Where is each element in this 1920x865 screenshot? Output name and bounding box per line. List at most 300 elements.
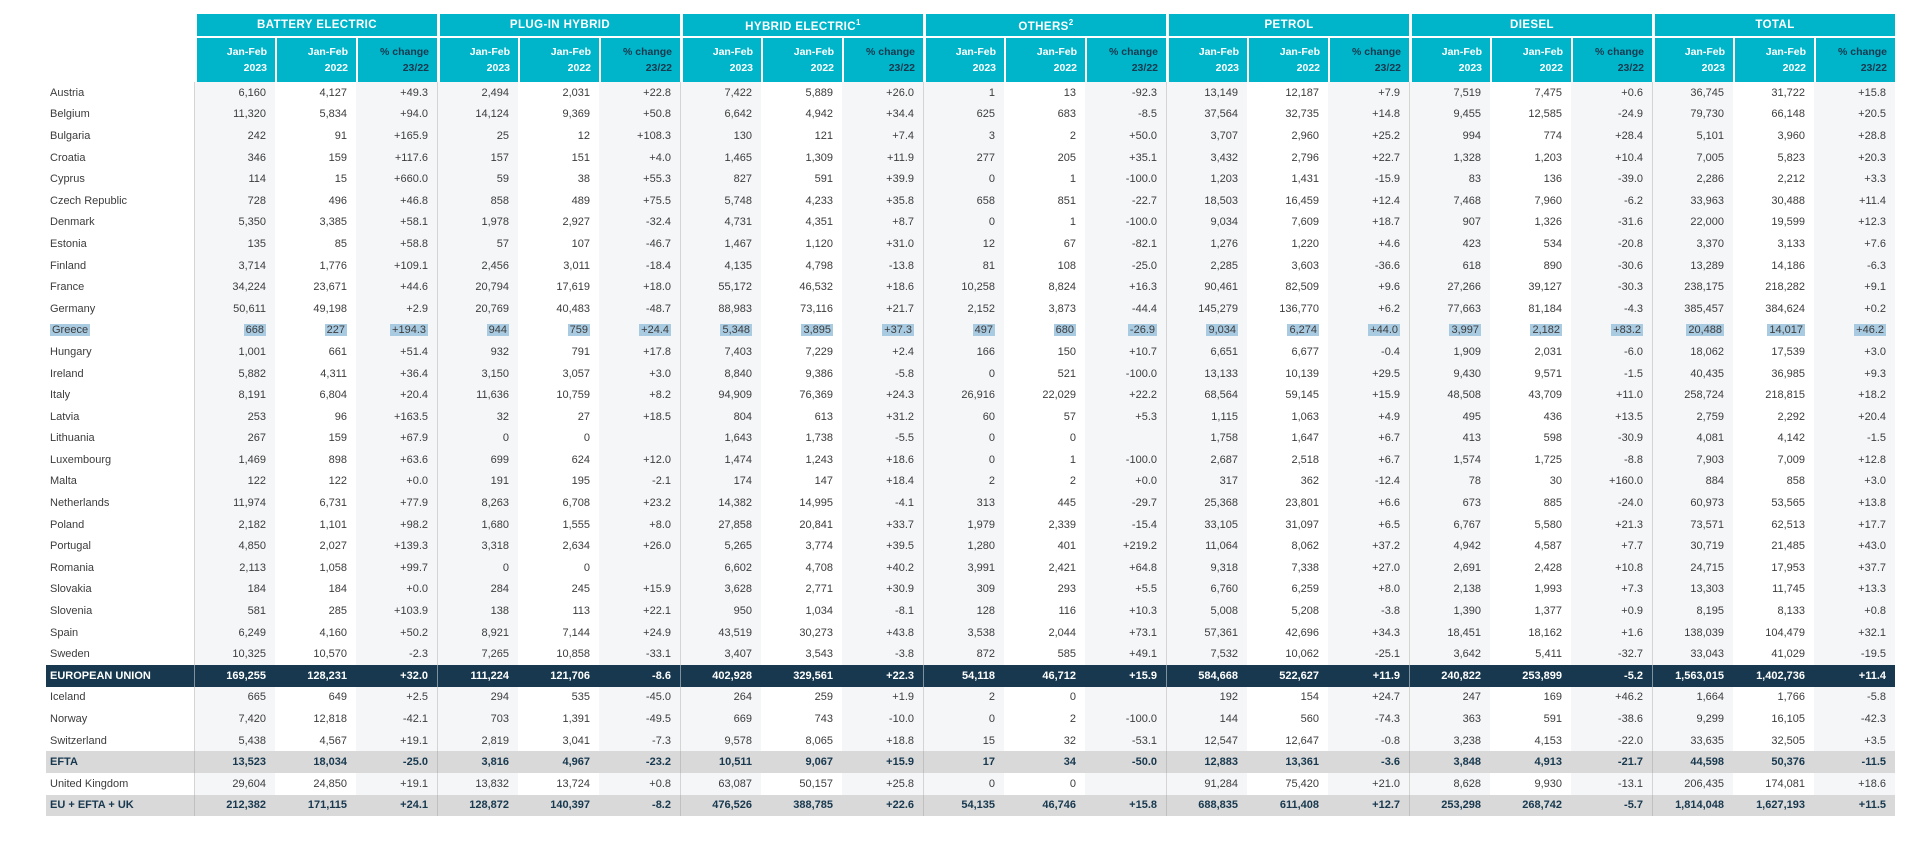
data-cell: 476,526: [680, 795, 761, 817]
subheader-petrol-2023: Jan-Feb 2023: [1166, 38, 1247, 82]
row-label: Ireland: [50, 367, 84, 380]
data-cell: +194.3: [356, 320, 437, 342]
row-label: Italy: [50, 389, 71, 402]
data-cell: +219.2: [1085, 535, 1166, 557]
data-cell: 264: [680, 687, 761, 709]
data-cell: 522,627: [1247, 665, 1328, 687]
data-cell: +19.1: [356, 773, 437, 795]
data-cell: 703: [437, 708, 518, 730]
data-cell: 402,928: [680, 665, 761, 687]
data-cell: 32,735: [1285, 108, 1319, 121]
data-cell: 1,391: [562, 713, 590, 726]
data-cell: 858: [437, 190, 518, 212]
data-cell: +25.2: [1328, 125, 1409, 147]
data-cell: 23,671: [313, 281, 347, 294]
data-cell: 36,985: [1771, 367, 1805, 380]
group-header-row: [46, 14, 1895, 38]
data-cell: 1,555: [562, 518, 590, 531]
data-cell: 1,120: [805, 237, 833, 250]
data-cell: 4,708: [805, 561, 833, 574]
data-cell: +22.6: [842, 795, 923, 817]
data-cell: +75.5: [599, 190, 680, 212]
data-cell: 1,979: [923, 514, 1004, 536]
data-cell: 218,815: [1765, 389, 1805, 402]
data-cell: 5,580: [1534, 518, 1562, 531]
data-cell: [1085, 687, 1166, 709]
data-cell: 34,224: [194, 276, 275, 298]
data-cell: +0.8: [1814, 600, 1895, 622]
data-cell: -2.1: [599, 471, 680, 493]
data-cell: 3,238: [1409, 730, 1490, 752]
table-row-latvia: [46, 406, 1895, 428]
corner-blank-cell: [46, 38, 194, 82]
subheader-battery-electric-23-22: % change 23/22: [356, 38, 437, 82]
data-cell: 3,538: [923, 622, 1004, 644]
data-cell: 16,105: [1771, 713, 1805, 726]
data-cell: -6.3: [1814, 255, 1895, 277]
data-cell: 9,299: [1652, 708, 1733, 730]
data-cell: -25.0: [356, 751, 437, 773]
data-cell: +19.1: [356, 730, 437, 752]
data-cell: 7,960: [1534, 194, 1562, 207]
data-cell: 1: [1069, 453, 1076, 466]
data-cell: 7,005: [1652, 147, 1733, 169]
data-cell: 3,603: [1291, 259, 1319, 272]
data-cell: -100.0: [1085, 212, 1166, 234]
data-cell: -38.6: [1571, 708, 1652, 730]
table-row-france: [46, 276, 1895, 298]
data-cell: 3,432: [1166, 147, 1247, 169]
data-cell: 2,927: [562, 216, 590, 229]
data-cell: +33.7: [842, 514, 923, 536]
data-cell: +13.5: [1571, 406, 1652, 428]
data-cell: 4,850: [194, 535, 275, 557]
data-cell: 4,967: [518, 751, 599, 773]
data-cell: 6,767: [1409, 514, 1490, 536]
data-cell: +7.6: [1814, 233, 1895, 255]
data-cell: 2,285: [1166, 255, 1247, 277]
data-cell: 27: [577, 410, 590, 423]
data-cell: 116: [1058, 605, 1076, 618]
data-cell: 535: [571, 691, 590, 704]
data-cell: 699: [437, 449, 518, 471]
data-cell: 560: [1300, 713, 1319, 726]
data-cell: 625: [923, 104, 1004, 126]
data-cell: 40,483: [556, 302, 590, 315]
data-cell: -8.1: [842, 600, 923, 622]
data-cell: 1,680: [437, 514, 518, 536]
data-cell: 6,804: [319, 389, 347, 402]
data-cell: 3,991: [923, 557, 1004, 579]
data-cell: 2,691: [1409, 557, 1490, 579]
data-cell: 206,435: [1652, 773, 1733, 795]
data-cell: 11,636: [437, 384, 518, 406]
table-row-switzerland: [46, 730, 1895, 752]
data-cell: 1,243: [805, 453, 833, 466]
data-cell: +28.8: [1814, 125, 1895, 147]
data-cell: 122: [328, 475, 347, 488]
data-cell: -19.5: [1814, 643, 1895, 665]
data-cell: 1,738: [805, 432, 833, 445]
data-cell: 13: [1063, 86, 1076, 99]
data-cell: 42,696: [1285, 626, 1319, 639]
data-cell: -53.1: [1085, 730, 1166, 752]
data-cell: 497: [923, 320, 1004, 342]
data-cell: +13.3: [1814, 579, 1895, 601]
table-row-sweden: [46, 643, 1895, 665]
data-cell: 3: [923, 125, 1004, 147]
data-cell: 55,172: [680, 276, 761, 298]
data-cell: +22.7: [1328, 147, 1409, 169]
data-cell: 30: [1549, 475, 1562, 488]
data-cell: 5,748: [680, 190, 761, 212]
data-cell: 2,428: [1534, 561, 1562, 574]
data-cell: 268,742: [1490, 795, 1571, 817]
data-cell: 2,292: [1777, 410, 1805, 423]
data-cell: 827: [680, 168, 761, 190]
data-cell: -50.0: [1085, 751, 1166, 773]
data-cell: 83: [1409, 168, 1490, 190]
data-cell: 6,249: [194, 622, 275, 644]
data-cell: 18,034: [275, 751, 356, 773]
data-cell: +12.8: [1814, 449, 1895, 471]
data-cell: 150: [1057, 345, 1076, 358]
data-cell: 184: [328, 583, 347, 596]
data-cell: 20,769: [437, 298, 518, 320]
data-cell: 7,009: [1777, 453, 1805, 466]
data-cell: 2,456: [437, 255, 518, 277]
data-cell: 4,567: [319, 734, 347, 747]
data-cell: -32.7: [1571, 643, 1652, 665]
data-cell: +15.9: [599, 579, 680, 601]
data-cell: 2,138: [1409, 579, 1490, 601]
data-cell: +55.3: [599, 168, 680, 190]
data-cell: 329,561: [761, 665, 842, 687]
data-cell: +3.5: [1814, 730, 1895, 752]
data-cell: 37,564: [1166, 104, 1247, 126]
data-cell: +109.1: [356, 255, 437, 277]
row-label: Hungary: [50, 345, 92, 358]
data-cell: 104,479: [1765, 626, 1805, 639]
data-cell: +10.3: [1085, 600, 1166, 622]
data-cell: +3.0: [599, 363, 680, 385]
data-cell: 0: [923, 773, 1004, 795]
table-row-slovakia: [46, 579, 1895, 601]
data-cell: 11,745: [1772, 583, 1805, 596]
data-cell: -92.3: [1085, 82, 1166, 104]
data-cell: 2,759: [1652, 406, 1733, 428]
data-cell: 140,397: [518, 795, 599, 817]
data-cell: +22.1: [599, 600, 680, 622]
data-cell: 63,087: [680, 773, 761, 795]
data-cell: 2: [923, 687, 1004, 709]
data-cell: 1,725: [1534, 453, 1562, 466]
data-cell: -12.4: [1328, 471, 1409, 493]
data-cell: 521: [1057, 367, 1076, 380]
data-cell: 1,431: [1291, 173, 1319, 186]
data-cell: +3.3: [1814, 168, 1895, 190]
data-cell: 858: [1786, 475, 1805, 488]
data-cell: 11,320: [194, 104, 275, 126]
data-cell: 293: [1057, 583, 1076, 596]
row-label: France: [50, 281, 85, 294]
data-cell: 413: [1409, 428, 1490, 450]
data-cell: -26.9: [1085, 320, 1166, 342]
data-cell: +12.4: [1328, 190, 1409, 212]
data-cell: 81: [923, 255, 1004, 277]
data-cell: 31,097: [1285, 518, 1319, 531]
row-label: Bulgaria: [50, 129, 91, 142]
data-cell: +43.0: [1814, 535, 1895, 557]
data-cell: -2.3: [356, 643, 437, 665]
data-cell: 23,801: [1285, 497, 1319, 510]
data-cell: +9.3: [1814, 363, 1895, 385]
data-cell: +6.7: [1328, 428, 1409, 450]
data-cell: 50,376: [1733, 751, 1814, 773]
data-cell: 9,578: [680, 730, 761, 752]
data-cell: -32.4: [599, 212, 680, 234]
data-cell: 661: [328, 345, 347, 358]
data-cell: 107: [571, 237, 590, 250]
subheader-hybrid-electric-2023: Jan-Feb 2023: [680, 38, 761, 82]
data-cell: 885: [1543, 497, 1562, 510]
data-cell: 649: [328, 691, 347, 704]
data-cell: +50.8: [599, 104, 680, 126]
data-cell: 1,101: [319, 518, 347, 531]
data-cell: 46,746: [1004, 795, 1085, 817]
data-cell: 171,115: [275, 795, 356, 817]
data-cell: 0: [923, 363, 1004, 385]
table-row-efta: [46, 751, 1895, 773]
data-cell: 683: [1057, 108, 1076, 121]
data-cell: 445: [1057, 497, 1076, 510]
data-cell: +2.5: [356, 687, 437, 709]
data-cell: +16.3: [1085, 276, 1166, 298]
data-cell: 1,758: [1166, 428, 1247, 450]
data-cell: -3.8: [842, 643, 923, 665]
data-cell: -3.6: [1328, 751, 1409, 773]
data-cell: 40,435: [1652, 363, 1733, 385]
data-cell: 82,509: [1285, 281, 1319, 294]
data-cell: 1,063: [1291, 410, 1319, 423]
data-cell: 53,565: [1771, 497, 1805, 510]
data-cell: 9,430: [1409, 363, 1490, 385]
subheader-total-2023: Jan-Feb 2023: [1652, 38, 1733, 82]
data-cell: 317: [1166, 471, 1247, 493]
data-cell: 10,759: [556, 389, 590, 402]
table-row-hungary: [46, 341, 1895, 363]
data-cell: 128,872: [437, 795, 518, 817]
data-cell: +18.0: [599, 276, 680, 298]
data-cell: 1,326: [1534, 216, 1562, 229]
data-cell: +0.0: [1085, 471, 1166, 493]
data-cell: +21.7: [842, 298, 923, 320]
data-cell: 598: [1543, 432, 1562, 445]
row-label: Iceland: [50, 691, 86, 704]
data-cell: 1,574: [1409, 449, 1490, 471]
data-cell: 73,571: [1652, 514, 1733, 536]
data-cell: 49,198: [313, 302, 347, 315]
data-cell: 138,039: [1652, 622, 1733, 644]
data-cell: 994: [1409, 125, 1490, 147]
data-cell: +18.2: [1814, 384, 1895, 406]
data-cell: 14,017: [1769, 324, 1803, 337]
data-cell: 113: [572, 605, 590, 618]
data-cell: 157: [437, 147, 518, 169]
subheader-plug-in-hybrid-2023: Jan-Feb 2023: [437, 38, 518, 82]
data-cell: +0.9: [1571, 600, 1652, 622]
data-cell: +5.3: [1085, 406, 1166, 428]
data-cell: -13.8: [842, 255, 923, 277]
data-cell: +1.9: [842, 687, 923, 709]
data-cell: 384,624: [1765, 302, 1805, 315]
data-cell: 27,858: [680, 514, 761, 536]
table-row-luxembourg: [46, 449, 1895, 471]
data-cell: 32: [437, 406, 518, 428]
data-cell: 3,816: [437, 751, 518, 773]
row-label: EFTA: [46, 751, 194, 773]
data-cell: 79,730: [1652, 104, 1733, 126]
data-cell: 24,715: [1652, 557, 1733, 579]
data-cell: 174,081: [1765, 777, 1805, 790]
data-cell: 18,503: [1166, 190, 1247, 212]
data-cell: -15.9: [1328, 168, 1409, 190]
data-cell: -8.6: [599, 665, 680, 687]
row-label: EU + EFTA + UK: [46, 795, 194, 817]
data-cell: 128,231: [275, 665, 356, 687]
data-cell: -8.8: [1571, 449, 1652, 471]
table-row-belgium: [46, 104, 1895, 126]
data-cell: -5.8: [1814, 687, 1895, 709]
data-cell: 3,997: [1409, 320, 1490, 342]
table-row-italy: [46, 384, 1895, 406]
data-cell: 1,203: [1166, 168, 1247, 190]
subheader-petrol-23-22: % change 23/22: [1328, 38, 1409, 82]
data-cell: +108.3: [599, 125, 680, 147]
data-cell: +9.6: [1328, 276, 1409, 298]
data-cell: +24.1: [356, 795, 437, 817]
data-cell: 8,263: [437, 492, 518, 514]
data-cell: 159: [328, 432, 347, 445]
data-cell: 38: [577, 173, 590, 186]
data-cell: 48,508: [1409, 384, 1490, 406]
subheader-diesel-2023: Jan-Feb 2023: [1409, 38, 1490, 82]
data-cell: -74.3: [1328, 708, 1409, 730]
data-cell: -44.4: [1085, 298, 1166, 320]
data-cell: 33,043: [1652, 643, 1733, 665]
data-cell: 1,115: [1166, 406, 1247, 428]
data-cell: 13,303: [1652, 579, 1733, 601]
data-cell: 496: [328, 194, 347, 207]
data-cell: 227: [326, 324, 345, 337]
data-cell: +165.9: [356, 125, 437, 147]
data-cell: +21.3: [1571, 514, 1652, 536]
data-cell: +0.6: [1571, 82, 1652, 104]
data-cell: 277: [923, 147, 1004, 169]
table-row-finland: [46, 255, 1895, 277]
data-cell: 2,687: [1166, 449, 1247, 471]
data-cell: 680: [1055, 324, 1074, 337]
data-cell: 3,150: [437, 363, 518, 385]
data-cell: 5,882: [194, 363, 275, 385]
data-cell: +15.9: [1085, 665, 1166, 687]
column-group-header-plug-in-hybrid: PLUG-IN HYBRID: [437, 14, 680, 38]
data-cell: 2,518: [1291, 453, 1319, 466]
data-cell: 1,309: [805, 151, 833, 164]
row-label: Slovakia: [50, 583, 92, 596]
data-cell: +7.3: [1571, 579, 1652, 601]
data-cell: 57: [1063, 410, 1076, 423]
data-cell: +11.5: [1814, 795, 1895, 817]
data-cell: +22.2: [1085, 384, 1166, 406]
subheader-total-23-22: % change 23/22: [1814, 38, 1895, 82]
table-row-austria: [46, 82, 1895, 104]
data-cell: 6,160: [194, 82, 275, 104]
data-cell: -18.4: [599, 255, 680, 277]
data-cell: 7,609: [1291, 216, 1319, 229]
data-cell: +3.0: [1814, 471, 1895, 493]
data-cell: 8,191: [194, 384, 275, 406]
data-cell: +0.0: [356, 579, 437, 601]
data-cell: +20.3: [1814, 147, 1895, 169]
data-cell: 688,835: [1166, 795, 1247, 817]
data-cell: 6,274: [1289, 324, 1317, 337]
data-cell: +9.1: [1814, 276, 1895, 298]
row-label: Romania: [50, 561, 95, 574]
data-cell: +50.0: [1085, 125, 1166, 147]
data-cell: 1,058: [319, 561, 347, 574]
data-cell: +51.4: [356, 341, 437, 363]
data-cell: 907: [1409, 212, 1490, 234]
data-cell: -4.1: [842, 492, 923, 514]
data-cell: 212,382: [194, 795, 275, 817]
data-cell: +44.6: [356, 276, 437, 298]
data-cell: 759: [569, 324, 588, 337]
subheader-battery-electric-2023: Jan-Feb 2023: [194, 38, 275, 82]
data-cell: 2: [1069, 129, 1076, 142]
data-cell: 205: [1057, 151, 1076, 164]
data-cell: +11.4: [1814, 665, 1895, 687]
data-cell: +26.0: [842, 82, 923, 104]
data-cell: 898: [328, 453, 347, 466]
row-label: Portugal: [50, 540, 91, 553]
data-cell: 4,142: [1777, 432, 1805, 445]
data-cell: -100.0: [1085, 168, 1166, 190]
data-cell: 613: [814, 410, 833, 423]
data-cell: +29.5: [1328, 363, 1409, 385]
data-cell: 43,519: [680, 622, 761, 644]
data-cell: 85: [334, 237, 347, 250]
data-cell: 111,224: [437, 665, 518, 687]
data-cell: 9,369: [562, 108, 590, 121]
data-cell: 1,664: [1652, 687, 1733, 709]
data-cell: 1,001: [194, 341, 275, 363]
data-cell: +44.0: [1328, 320, 1409, 342]
data-cell: -30.6: [1571, 255, 1652, 277]
data-cell: 30,719: [1652, 535, 1733, 557]
data-cell: 1,627,193: [1733, 795, 1814, 817]
data-cell: 96: [334, 410, 347, 423]
data-cell: 1,978: [437, 212, 518, 234]
data-cell: 13,724: [556, 777, 590, 790]
data-cell: 385,457: [1652, 298, 1733, 320]
data-cell: 11,064: [1166, 535, 1247, 557]
row-label: Norway: [50, 713, 88, 726]
data-cell: 130: [680, 125, 761, 147]
data-cell: 20,794: [437, 276, 518, 298]
table-row-croatia: [46, 147, 1895, 169]
data-cell: -100.0: [1085, 449, 1166, 471]
